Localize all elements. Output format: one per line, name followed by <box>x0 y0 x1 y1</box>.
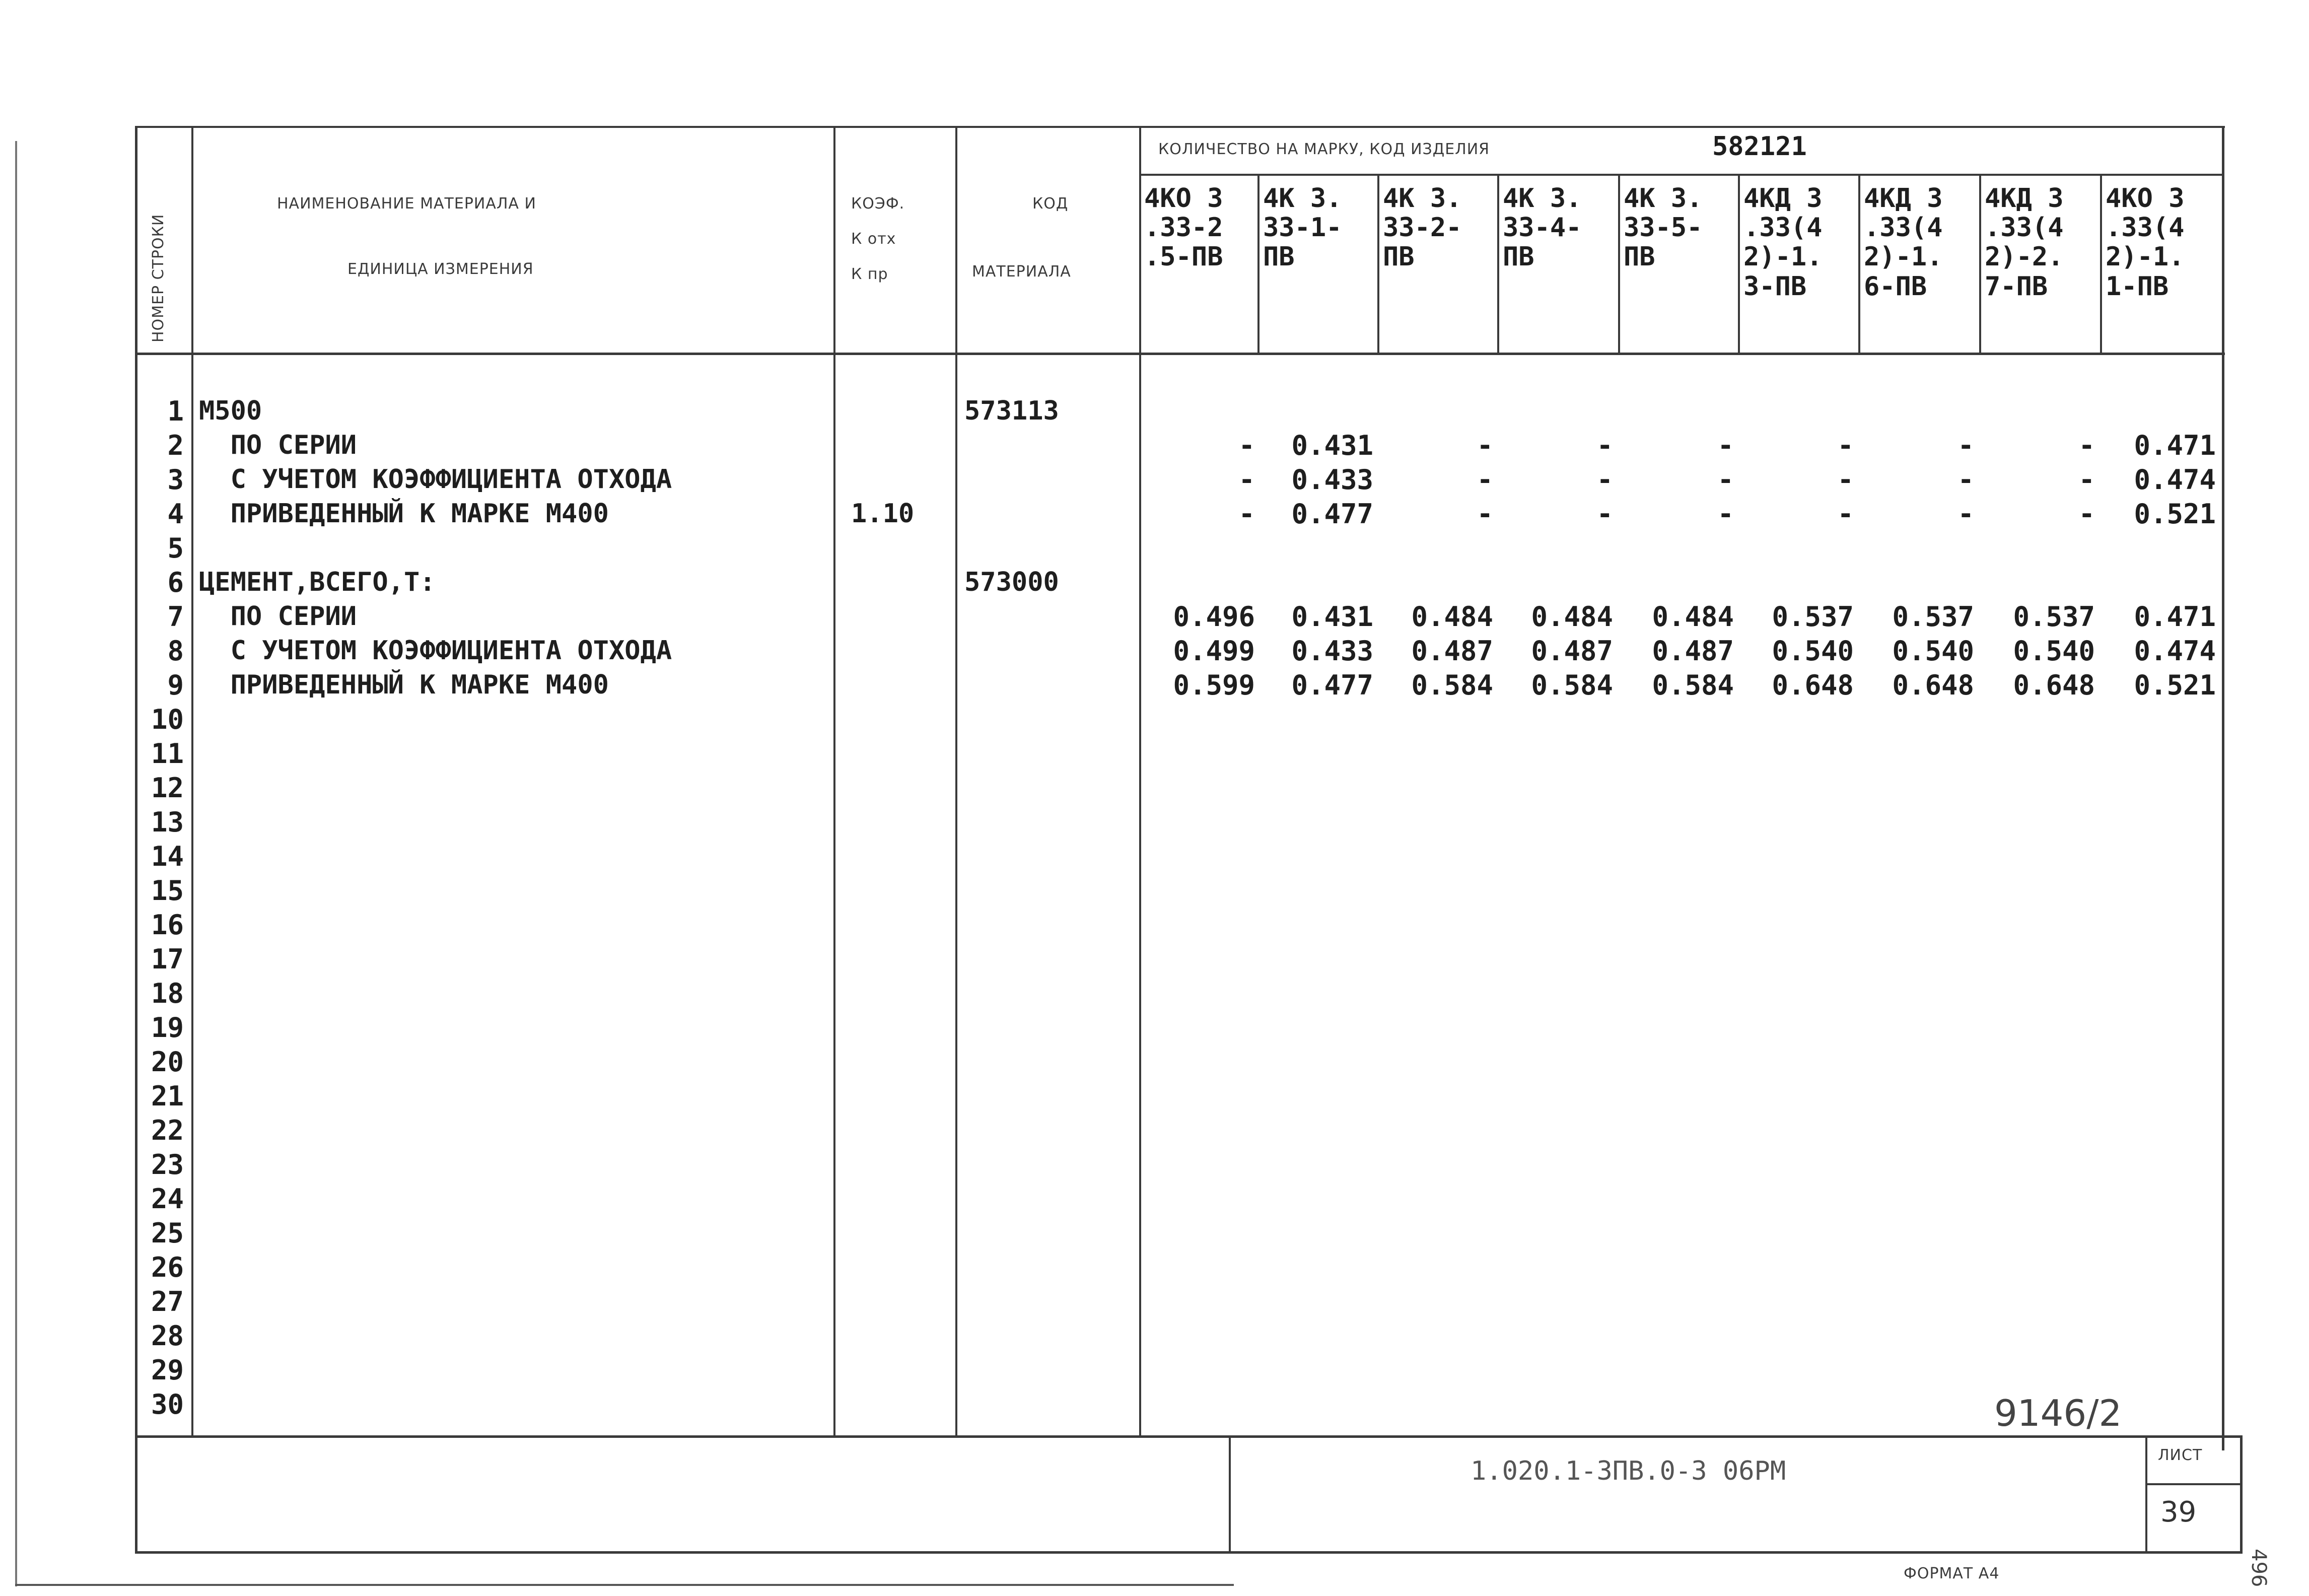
row-number: 18 <box>151 978 184 1009</box>
coefficient: 1.10 <box>851 499 915 529</box>
row-number: 16 <box>151 909 184 941</box>
quantity-value: 0.433 <box>1291 635 1373 667</box>
quantity-value: - <box>1596 464 1613 496</box>
row-number: 13 <box>151 806 184 838</box>
quantity-value: 0.648 <box>1892 669 1974 701</box>
quantity-value: 0.537 <box>1772 601 1854 633</box>
sheet-box-divider <box>2145 1483 2241 1485</box>
material-name: ЦЕМЕНТ,ВСЕГО,Т: <box>199 567 436 597</box>
row-number: 27 <box>151 1286 184 1317</box>
brand-sep-7 <box>1979 174 1981 355</box>
quantity-value: - <box>2078 498 2095 530</box>
col-sep-rownum <box>191 126 193 1435</box>
row-number: 30 <box>151 1389 184 1420</box>
header-bottom-border <box>135 353 2225 355</box>
quantity-value: - <box>1477 464 1493 496</box>
row-number: 23 <box>151 1149 184 1181</box>
code-header-1: КОД <box>1032 195 1069 213</box>
col-sep-name <box>833 126 835 1435</box>
quantity-value: 0.484 <box>1531 601 1613 633</box>
handwritten-number: 9146/2 <box>1994 1392 2122 1434</box>
brand-header-4: 4К 3. 33-4- ПВ <box>1503 183 1582 272</box>
quantity-value: 0.471 <box>2134 601 2216 633</box>
bottom-trim-line <box>15 1584 1234 1586</box>
quantity-value: 0.431 <box>1291 430 1373 461</box>
row-number: 15 <box>151 875 184 907</box>
row-number: 8 <box>167 635 184 667</box>
row-number: 3 <box>167 464 184 496</box>
row-number: 1 <box>167 395 184 427</box>
quantity-value: 0.521 <box>2134 498 2216 530</box>
brand-sep-1 <box>1257 174 1260 355</box>
row-number: 21 <box>151 1080 184 1112</box>
brand-sep-3 <box>1497 174 1499 355</box>
row-number: 25 <box>151 1217 184 1249</box>
row-number: 7 <box>167 601 184 633</box>
quantity-value: 0.484 <box>1652 601 1734 633</box>
brand-header-9: 4КО 3 .33(4 2)-1. 1-ПВ <box>2106 183 2185 302</box>
material-name: ПО СЕРИИ <box>199 601 357 632</box>
quantity-value: 0.487 <box>1652 635 1734 667</box>
quantity-value: - <box>1477 498 1493 530</box>
row-number: 20 <box>151 1046 184 1078</box>
material-name: ПО СЕРИИ <box>199 430 357 460</box>
brand-header-7: 4КД 3 .33(4 2)-1. 6-ПВ <box>1864 183 1943 302</box>
frame-right-border <box>2222 126 2224 1450</box>
quantity-value: - <box>1717 498 1734 530</box>
material-code: 573000 <box>964 567 1059 597</box>
row-number: 14 <box>151 841 184 872</box>
brand-sep-8 <box>2100 174 2102 355</box>
row-number: 19 <box>151 1012 184 1044</box>
quantity-value: - <box>1717 430 1734 461</box>
row-number: 28 <box>151 1320 184 1352</box>
row-number: 11 <box>151 738 184 770</box>
title-block-bottom <box>135 1551 2243 1554</box>
quantity-value: - <box>1238 498 1255 530</box>
sheet-box-left <box>2145 1436 2147 1553</box>
quantity-value: - <box>1957 464 1974 496</box>
col-sep-code <box>1139 126 1141 1435</box>
quantity-value: - <box>1957 430 1974 461</box>
quantity-value: - <box>1957 498 1974 530</box>
row-number-header: НОМЕР СТРОКИ <box>150 214 167 342</box>
sheet-box-right <box>2240 1436 2243 1553</box>
material-name-header-1: НАИМЕНОВАНИЕ МАТЕРИАЛА И <box>277 195 536 213</box>
quantity-value: 0.487 <box>1411 635 1493 667</box>
quantity-value: 0.521 <box>2134 669 2216 701</box>
quantity-value: 0.540 <box>1772 635 1854 667</box>
quantity-value: 0.471 <box>2134 430 2216 461</box>
row-number: 29 <box>151 1354 184 1386</box>
quantity-value: - <box>2078 430 2095 461</box>
quantity-value: - <box>1837 430 1854 461</box>
quantity-value: 0.496 <box>1173 601 1255 633</box>
brand-header-2: 4К 3. 33-1- ПВ <box>1263 183 1342 272</box>
brand-sep-2 <box>1377 174 1379 355</box>
coef-header-3: К пр <box>851 265 888 283</box>
brand-header-6: 4КД 3 .33(4 2)-1. 3-ПВ <box>1743 183 1823 302</box>
title-block-left <box>135 1436 137 1553</box>
material-name-header-2: ЕДИНИЦА ИЗМЕРЕНИЯ <box>347 260 534 278</box>
material-name: С УЧЕТОМ КОЭФФИЦИЕНТА ОТХОДА <box>199 636 672 666</box>
quantity-value: 0.477 <box>1291 669 1373 701</box>
brand-header-5: 4К 3. 33-5- ПВ <box>1624 183 1703 272</box>
quantity-value: - <box>1596 430 1613 461</box>
quantity-value: 0.431 <box>1291 601 1373 633</box>
material-name: М500 <box>199 396 262 426</box>
quantity-value: - <box>1717 464 1734 496</box>
quantity-value: 0.537 <box>1892 601 1974 633</box>
row-number: 6 <box>167 567 184 598</box>
material-name: ПРИВЕДЕННЫЙ К МАРКЕ М400 <box>199 670 609 700</box>
quantity-header: КОЛИЧЕСТВО НА МАРКУ, КОД ИЗДЕЛИЯ <box>1158 141 1490 158</box>
quantity-value: 0.599 <box>1173 669 1255 701</box>
quantity-value: 0.584 <box>1531 669 1613 701</box>
quantity-value: 0.648 <box>2013 669 2095 701</box>
quantity-value: - <box>1837 498 1854 530</box>
quantity-value: 0.499 <box>1173 635 1255 667</box>
brand-sep-4 <box>1618 174 1620 355</box>
row-number: 17 <box>151 943 184 975</box>
coef-header-2: К отх <box>851 230 896 248</box>
quantity-value: 0.474 <box>2134 635 2216 667</box>
material-name: С УЧЕТОМ КОЭФФИЦИЕНТА ОТХОДА <box>199 464 672 495</box>
sheet-number: 39 <box>2160 1496 2197 1529</box>
quantity-value: 0.540 <box>2013 635 2095 667</box>
quantity-value: - <box>2078 464 2095 496</box>
row-number: 2 <box>167 430 184 461</box>
quantity-value: 0.433 <box>1291 464 1373 496</box>
quantity-value: 0.584 <box>1652 669 1734 701</box>
sheet-label: ЛИСТ <box>2158 1446 2203 1464</box>
material-code: 573113 <box>964 396 1059 426</box>
table-bottom-border <box>135 1435 2243 1438</box>
code-header-2: МАТЕРИАЛА <box>972 263 1071 281</box>
brand-header-1: 4КО 3 .33-2 .5-ПВ <box>1144 183 1223 272</box>
brand-header-3: 4К 3. 33-2- ПВ <box>1383 183 1462 272</box>
format-label: ФОРМАТ А4 <box>1904 1565 2000 1582</box>
brand-header-8: 4КД 3 .33(4 2)-2. 7-ПВ <box>1985 183 2064 302</box>
quantity-value: 0.474 <box>2134 464 2216 496</box>
quantity-value: - <box>1837 464 1854 496</box>
quantity-value: 0.484 <box>1411 601 1493 633</box>
quantity-value: 0.477 <box>1291 498 1373 530</box>
col-sep-coef <box>955 126 957 1435</box>
margin-note: 496 <box>2247 1549 2270 1587</box>
quantity-header-divider <box>1139 174 2223 176</box>
quantity-value: 0.487 <box>1531 635 1613 667</box>
row-number: 26 <box>151 1252 184 1283</box>
row-number: 5 <box>167 532 184 564</box>
margin-binding-line <box>15 141 17 1586</box>
row-number: 10 <box>151 704 184 735</box>
document-code: 1.020.1-3ПВ.0-3 06РМ <box>1471 1456 1786 1486</box>
row-number: 22 <box>151 1115 184 1146</box>
quantity-value: - <box>1238 464 1255 496</box>
row-number: 12 <box>151 772 184 804</box>
frame-top-border <box>135 126 2225 128</box>
material-name: ПРИВЕДЕННЫЙ К МАРКЕ М400 <box>199 499 609 529</box>
frame-left-border <box>135 126 137 1450</box>
product-code: 582121 <box>1712 131 1807 162</box>
quantity-value: 0.537 <box>2013 601 2095 633</box>
title-block-divider <box>1229 1436 1231 1553</box>
row-number: 24 <box>151 1183 184 1215</box>
quantity-value: - <box>1596 498 1613 530</box>
brand-sep-5 <box>1738 174 1740 355</box>
row-number: 4 <box>167 498 184 530</box>
row-number: 9 <box>167 669 184 701</box>
quantity-value: 0.648 <box>1772 669 1854 701</box>
quantity-value: - <box>1477 430 1493 461</box>
coef-header-1: КОЭФ. <box>851 195 905 213</box>
quantity-value: 0.584 <box>1411 669 1493 701</box>
quantity-value: - <box>1238 430 1255 461</box>
quantity-value: 0.540 <box>1892 635 1974 667</box>
brand-sep-6 <box>1858 174 1860 355</box>
